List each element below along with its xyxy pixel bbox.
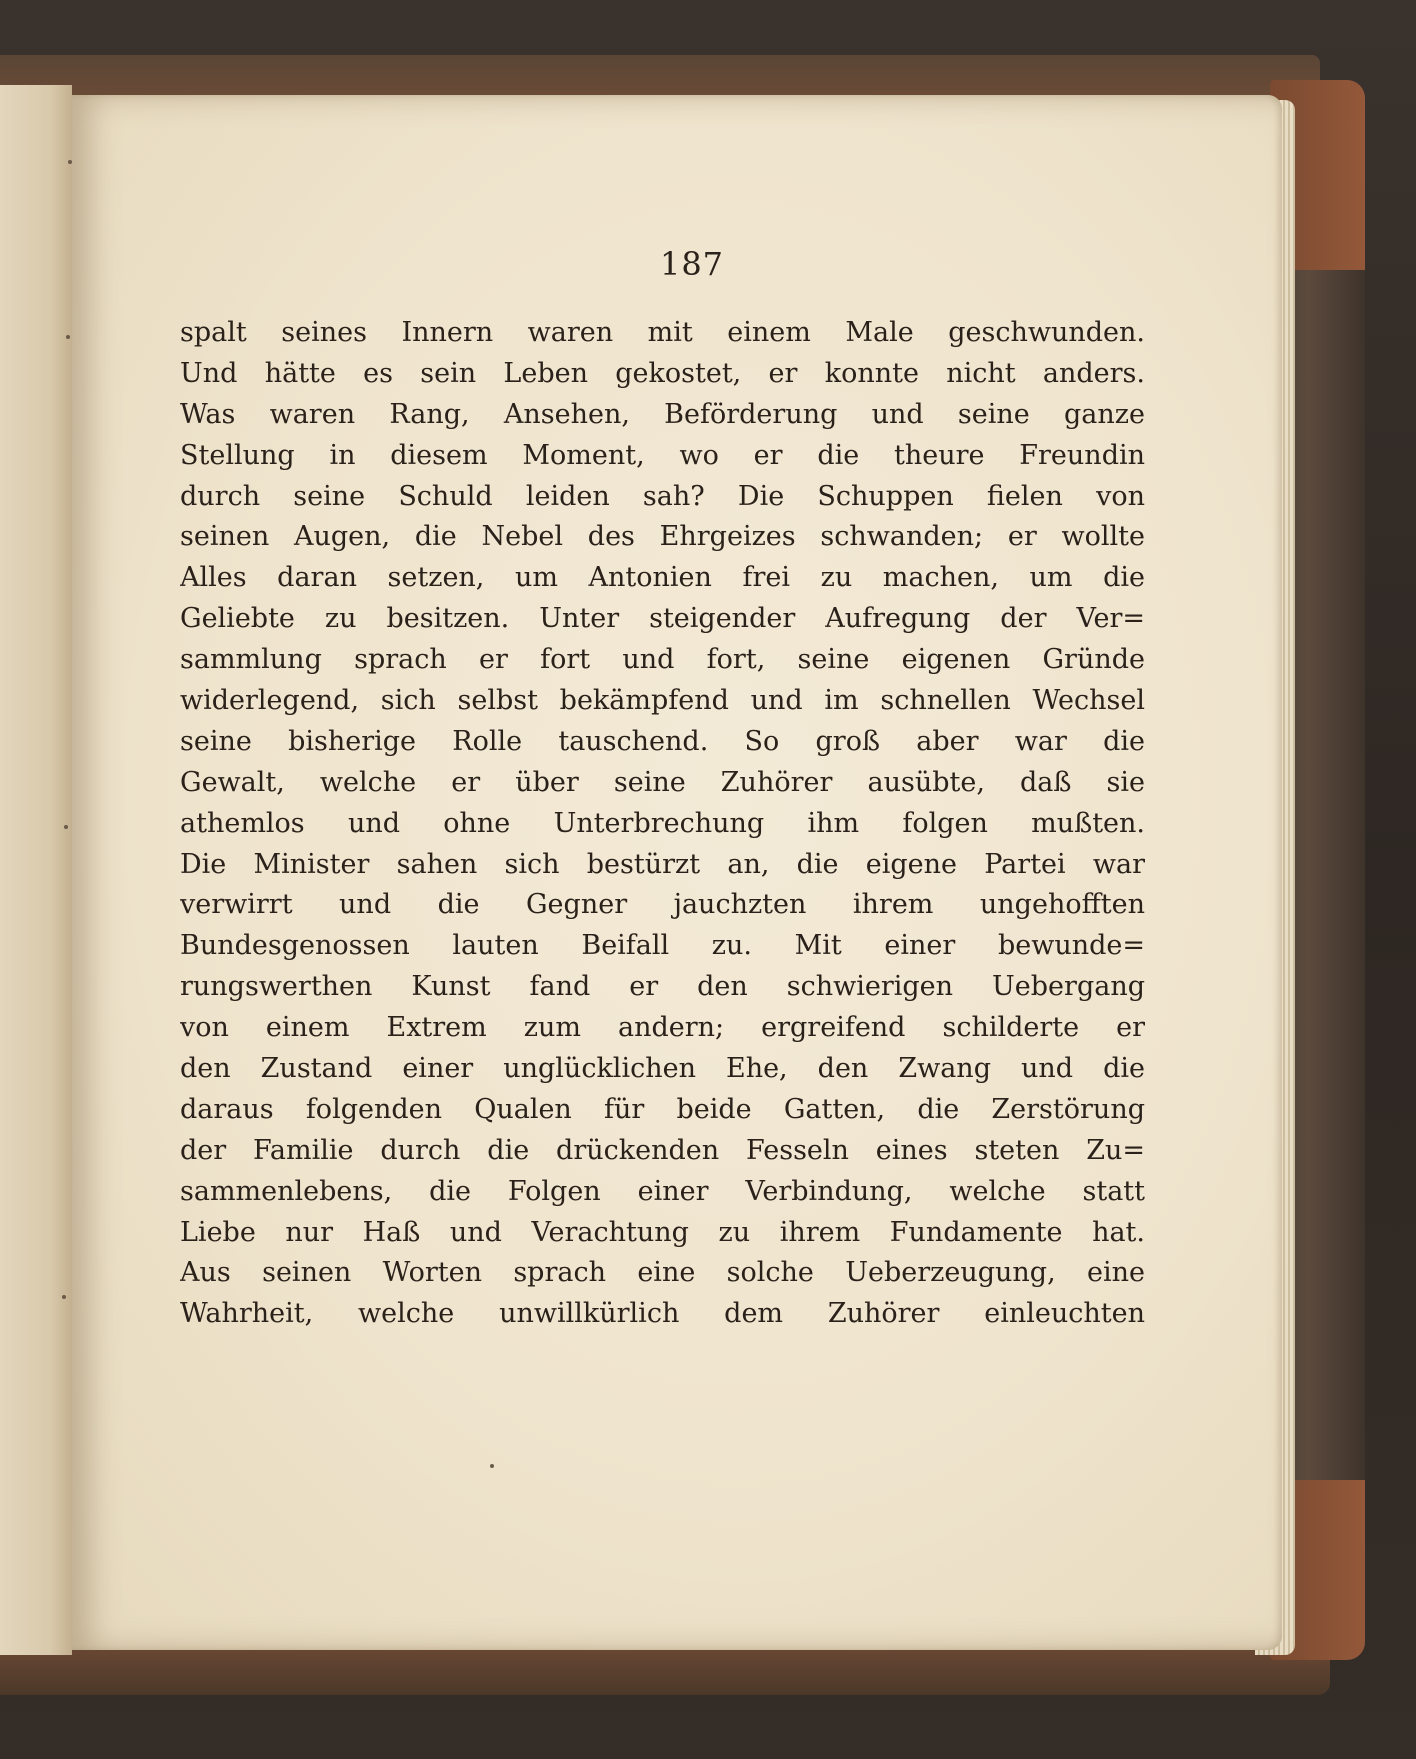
text-line: von einem Extrem zum andern; ergreifend schilderte er	[180, 1012, 1145, 1044]
page-speck	[490, 1464, 494, 1468]
page-number: 187	[659, 245, 725, 283]
text-line: sammlung sprach er fort und fort, seine eigenen Gründe	[180, 644, 1145, 676]
text-line: Alles daran setzen, um Antonien frei zu machen, um die	[180, 562, 1145, 594]
book-page	[72, 95, 1282, 1650]
text-line: Was waren Rang, Ansehen, Beförderung und seine ganze	[180, 398, 1145, 430]
text-line: den Zustand einer unglücklichen Ehe, den Zwang und die	[180, 1053, 1145, 1085]
text-line: der Familie durch die drückenden Fesseln eines steten Zu=	[180, 1134, 1145, 1166]
margin-mark	[68, 160, 72, 164]
text-line: widerlegend, sich selbst bekämpfend und im schnellen Wechsel	[180, 685, 1145, 717]
text-line: daraus folgenden Qualen für beide Gatten, die Zerstörung	[180, 1093, 1145, 1125]
text-line: durch seine Schuld leiden sah? Die Schuppen fielen von	[180, 480, 1145, 512]
text-line: Gewalt, welche er über seine Zuhörer ausübte, daß sie	[180, 766, 1145, 798]
margin-mark	[66, 335, 70, 339]
text-line: Stellung in diesem Moment, wo er die theure Freundin	[180, 439, 1145, 471]
text-line: Bundesgenossen lauten Beifall zu. Mit einer bewunde=	[180, 930, 1145, 962]
margin-mark	[64, 825, 68, 829]
margin-mark	[62, 1295, 66, 1299]
page-text	[180, 313, 1145, 1335]
text-line: sammenlebens, die Folgen einer Verbindung, welche statt	[180, 1175, 1145, 1207]
text-line: seine bisherige Rolle tauschend. So groß aber war die	[180, 725, 1145, 757]
text-line: rungswerthen Kunst fand er den schwierigen Uebergang	[180, 971, 1145, 1003]
text-line: Aus seinen Worten sprach eine solche Ueberzeugung, eine	[180, 1257, 1145, 1289]
text-line: Die Minister sahen sich bestürzt an, die eigene Partei war	[180, 848, 1145, 880]
text-line: athemlos und ohne Unterbrechung ihm folgen mußten.	[180, 807, 1145, 839]
text-line: Liebe nur Haß und Verachtung zu ihrem Fundamente hat.	[180, 1216, 1145, 1248]
text-line: spalt seines Innern waren mit einem Male geschwunden.	[180, 317, 1145, 348]
text-line: Wahrheit, welche unwillkürlich dem Zuhörer einleuchten	[180, 1298, 1145, 1330]
text-line: seinen Augen, die Nebel des Ehrgeizes schwanden; er wollte	[180, 521, 1145, 553]
facing-page-edge	[0, 85, 72, 1655]
text-line: verwirrt und die Gegner jauchzten ihrem ungehofften	[180, 889, 1145, 921]
text-line: Und hätte es sein Leben gekostet, er konnte nicht anders.	[180, 357, 1145, 389]
text-line: Geliebte zu besitzen. Unter steigender Aufregung der Ver=	[180, 603, 1145, 635]
